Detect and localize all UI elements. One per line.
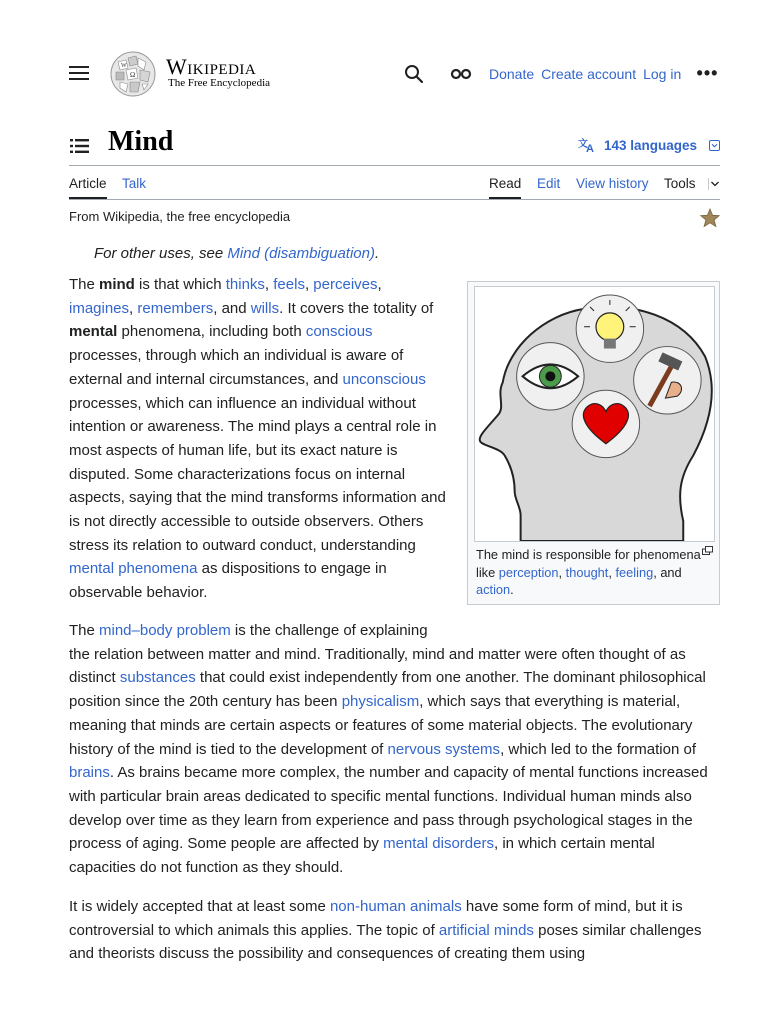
appearance-icon[interactable] (450, 66, 472, 82)
enlarge-icon[interactable] (702, 546, 713, 555)
lead-paragraph-2: The mind–body problem is the challenge of explaining the relation between matter and mind. Traditionally, mind and matter were often thought of as distinct substances that could exist independently from one another. The dominant philosophical position since the 20th century has been physicalism, which says that everything is material, meaning that minds are certain aspects or features of some material objects. The evolutionary history of the mind is tied to the development of nervous systems, which led to the formation of brains. As brains became more complex, the number and capacity of mental functions increased with particular brain areas dedicated to specific mental functions. Individual human minds also develop over time as they learn from experience and pass through psychological stages in the process of aging. Some people are affected by mental disorders, in which certain mental capacities do not function as they should. (69, 622, 708, 877)
svg-text:Ω: Ω (130, 71, 136, 79)
log-in-link[interactable]: Log in (643, 66, 682, 82)
lead-paragraph-3: It is widely accepted that at least some non-human animals have some form of mind, but it is controversial to which animals this applies. The topic of artificial minds poses similar challenges and theorists discuss the possibility and consequences of creating them using (69, 898, 702, 963)
wikipedia-tagline: The Free Encyclopedia (168, 77, 271, 89)
main-menu-icon[interactable] (69, 66, 89, 82)
link-non-human-animals[interactable]: non-human animals (329, 898, 462, 915)
link-feels[interactable]: feels (273, 276, 305, 293)
tools-chevron-icon[interactable] (708, 178, 720, 190)
tools-menu[interactable]: Tools (664, 176, 696, 191)
link-mental-disorders[interactable]: mental disorders (383, 835, 494, 853)
link-unconscious[interactable]: unconscious (342, 370, 426, 388)
caption-link-perception[interactable]: perception (498, 564, 559, 580)
tab-read[interactable]: Read (489, 176, 521, 199)
svg-text:W: W (121, 63, 127, 69)
link-brains[interactable]: brains (69, 764, 110, 782)
table-of-contents-icon[interactable] (70, 138, 89, 154)
infobox-figure (467, 281, 720, 605)
chevron-down-icon[interactable] (709, 140, 720, 151)
language-button[interactable] (578, 137, 697, 153)
language-count: 143 languages (604, 137, 698, 153)
caption-link-thought[interactable]: thought (565, 564, 609, 580)
figure-caption: The mind is responsible for phenomena like perception, thought, feeling, and action. (476, 547, 701, 598)
caption-link-feeling[interactable]: feeling (615, 564, 654, 580)
link-remembers[interactable]: remembers (137, 299, 214, 317)
mind-head-illustration[interactable] (474, 286, 715, 542)
tab-view-history[interactable]: View history (576, 176, 649, 191)
link-perceives[interactable]: perceives (313, 276, 378, 293)
good-article-star-icon[interactable] (700, 208, 720, 228)
svg-text:A: A (586, 143, 594, 153)
caption-link-action[interactable]: action (476, 582, 511, 598)
site-subtitle: From Wikipedia, the free encyclopedia (69, 209, 291, 224)
hatnote-end: . (374, 245, 380, 262)
link-physicalism[interactable]: physicalism (341, 693, 420, 711)
page-title: Mind (108, 126, 174, 157)
donate-link[interactable]: Donate (489, 66, 535, 82)
tabs-divider (69, 199, 720, 200)
caption-text: The mind is responsible for phenomena like (476, 547, 701, 580)
lead-paragraph-1: The mind is that which thinks, feels, perceives, imagines, remembers, and wills. It covers the totality of mental phenomena, including both conscious processes, through which an individual is aware of external and internal circumstances, and unconscious processes, which can influence an individual without intention or awareness. The mind plays a central role in most aspects of human life, but its exact nature is disputed. Some characterizations focus on internal aspects, saying that the mind transforms information and is not directly accessible to outside observers. Others stress its relation to outward conduct, understanding mental phenomena as dispositions to engage in observable behavior. (69, 276, 446, 602)
search-icon[interactable] (404, 64, 424, 84)
svg-text:文: 文 (578, 139, 588, 150)
link-mental-phenomena[interactable]: mental phenomena (69, 560, 198, 578)
more-options-button[interactable]: ••• (696, 63, 719, 83)
create-account-link[interactable]: Create account (541, 66, 637, 82)
tab-edit[interactable]: Edit (537, 176, 561, 191)
tab-article[interactable]: Article (69, 176, 107, 199)
tab-talk[interactable]: Talk (122, 176, 147, 191)
link-conscious[interactable]: conscious (305, 323, 373, 341)
term-mind: mind (99, 276, 135, 293)
page-tabs (69, 176, 720, 200)
hatnote-text: For other uses, see (94, 245, 228, 262)
wikipedia-wordmark[interactable]: Wikipedia (166, 54, 257, 79)
hatnote (94, 245, 379, 262)
term-mental: mental (69, 323, 118, 341)
translate-icon (578, 137, 598, 153)
title-divider (69, 165, 720, 166)
link-artificial-minds[interactable]: artificial minds (438, 921, 534, 939)
link-imagines[interactable]: imagines (69, 299, 130, 317)
site-header (69, 50, 720, 98)
link-substances[interactable]: substances (119, 669, 196, 687)
link-nervous-systems[interactable]: nervous systems (387, 740, 501, 758)
wikipedia-globe-logo[interactable] (108, 50, 158, 98)
personal-links (489, 66, 681, 82)
disambiguation-link[interactable]: Mind (disambiguation) (227, 245, 375, 262)
link-thinks[interactable]: thinks (225, 276, 265, 293)
link-mind-body-problem[interactable]: mind–body problem (99, 622, 231, 639)
link-wills[interactable]: wills (250, 299, 280, 317)
